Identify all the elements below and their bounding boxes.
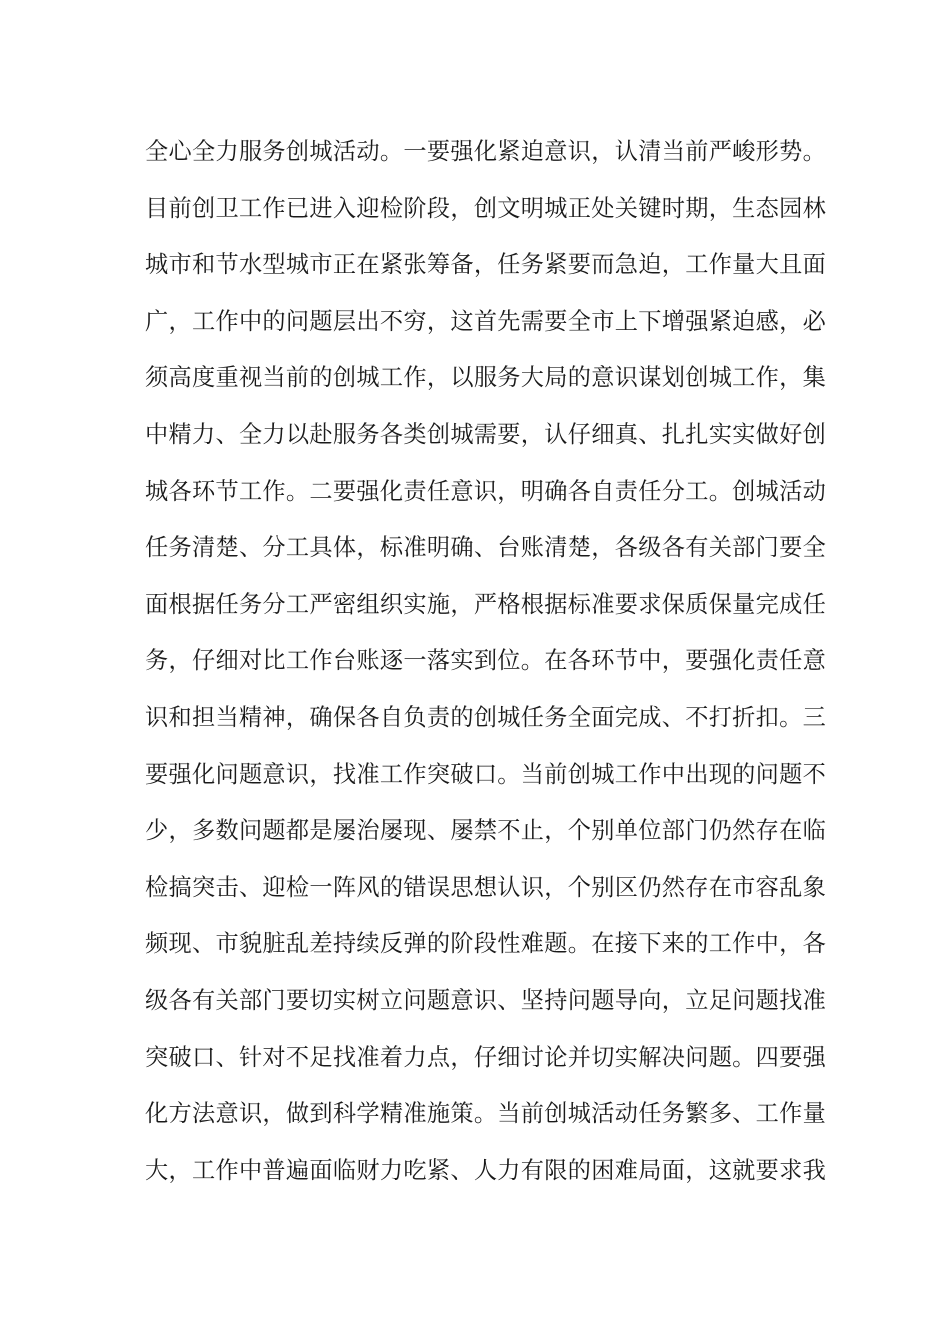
text-line: 大，工作中普遍面临财力吃紧、人力有限的困难局面，这就要求我 [145,1156,827,1184]
text-line: 须高度重视当前的创城工作，以服务大局的意识谋划创城工作，集 [145,364,827,392]
text-line: 少，多数问题都是屡治屡现、屡禁不止，个别单位部门仍然存在临 [145,817,827,845]
text-line: 要强化问题意识，找准工作突破口。当前创城工作中出现的问题不 [145,760,827,788]
text-line: 务，仔细对比工作台账逐一落实到位。在各环节中，要强化责任意 [145,647,827,675]
text-line: 目前创卫工作已进入迎检阶段，创文明城正处关键时期，生态园林 [145,194,827,222]
text-line: 级各有关部门要切实树立问题意识、坚持问题导向，立足问题找准 [145,986,827,1014]
text-line: 突破口、针对不足找准着力点，仔细讨论并切实解决问题。四要强 [145,1043,827,1071]
text-line: 检搞突击、迎检一阵风的错误思想认识，个别区仍然存在市容乱象 [145,873,827,901]
text-line: 频现、市貌脏乱差持续反弹的阶段性难题。在接下来的工作中，各 [145,930,827,958]
text-line: 城各环节工作。二要强化责任意识，明确各自责任分工。创城活动 [145,477,827,505]
text-line: 城市和节水型城市正在紧张筹备，任务紧要而急迫，工作量大且面 [145,251,827,279]
text-line: 识和担当精神，确保各自负责的创城任务全面完成、不打折扣。三 [145,703,827,731]
text-line: 面根据任务分工严密组织实施，严格根据标准要求保质保量完成任 [145,590,827,618]
text-line: 化方法意识，做到科学精准施策。当前创城活动任务繁多、工作量 [145,1100,827,1128]
text-line: 中精力、全力以赴服务各类创城需要，认仔细真、扎扎实实做好创 [145,420,827,448]
text-line: 全心全力服务创城活动。一要强化紧迫意识，认清当前严峻形势。 [145,138,827,165]
text-line: 广，工作中的问题层出不穷，这首先需要全市上下增强紧迫感，必 [145,307,827,335]
text-line: 任务清楚、分工具体，标准明确、台账清楚，各级各有关部门要全 [145,534,827,562]
body-text [145,130,827,1205]
